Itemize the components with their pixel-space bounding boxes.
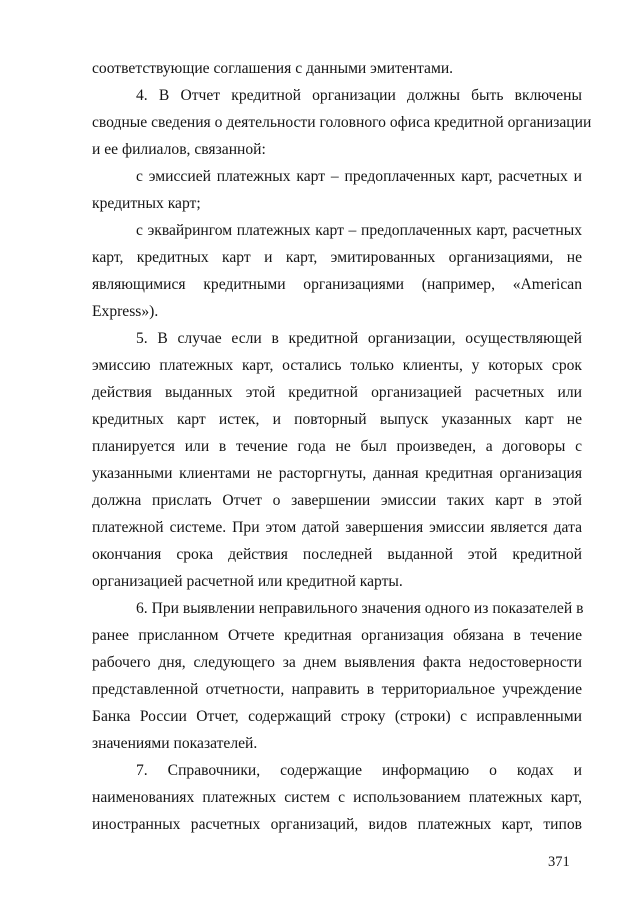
text-line: планируется или в течение года не был произведен, а договоры с bbox=[92, 438, 582, 455]
text-line: Банка России Отчет, содержащий строку (строки) с исправленными bbox=[92, 708, 582, 725]
text-line: соответствующие соглашения с данными эмитентами. bbox=[92, 60, 454, 77]
text-line: ранее присланном Отчете кредитная организация обязана в течение bbox=[92, 627, 582, 644]
text-line: рабочего дня, следующего за днем выявления факта недостоверности bbox=[92, 654, 582, 671]
text-line: карт, кредитных карт и карт, эмитированных организациями, не bbox=[92, 249, 582, 266]
text-line: указанными клиентами не расторгнуты, данная кредитная организация bbox=[92, 465, 582, 482]
text-line: Express»). bbox=[92, 303, 159, 320]
text-line: должна прислать Отчет о завершении эмиссии таких карт в этой bbox=[92, 492, 582, 509]
text-line: сводные сведения о деятельности головного офиса кредитной организации bbox=[92, 114, 592, 131]
text-line: кредитных карт истек, и повторный выпуск указанных карт не bbox=[92, 411, 582, 428]
text-line: наименованиях платежных систем с использованием платежных карт, bbox=[92, 789, 582, 806]
paragraph-7-line: 7. Справочники, содержащие информацию о кодах и bbox=[136, 762, 582, 779]
paragraph-4-line: 4. В Отчет кредитной организации должны быть включены bbox=[136, 87, 582, 104]
text-line: с эквайрингом платежных карт – предоплаченных карт, расчетных bbox=[136, 222, 582, 239]
text-line: эмиссию платежных карт, остались только клиенты, у которых срок bbox=[92, 357, 582, 374]
text-line: действия выданных этой кредитной организацией расчетных или bbox=[92, 384, 582, 401]
paragraph-5-line: 5. В случае если в кредитной организации, осуществляющей bbox=[136, 330, 582, 347]
paragraph-6-line: 6. При выявлении неправильного значения одного из показателей в bbox=[136, 600, 584, 617]
text-line: с эмиссией платежных карт – предоплаченных карт, расчетных и bbox=[136, 168, 582, 185]
text-line: иностранных расчетных организаций, видов платежных карт, типов bbox=[92, 816, 582, 833]
text-line: являющимися кредитными организациями (например, «American bbox=[92, 276, 582, 293]
text-line: платежной системе. При этом датой завершения эмиссии является дата bbox=[92, 519, 582, 536]
page-number: 371 bbox=[548, 854, 570, 870]
text-line: значениями показателей. bbox=[92, 735, 258, 752]
text-line: кредитных карт; bbox=[92, 195, 201, 212]
text-line: представленной отчетности, направить в территориальное учреждение bbox=[92, 681, 582, 698]
text-line: окончания срока действия последней выданной этой кредитной bbox=[92, 546, 582, 563]
text-line: организацией расчетной или кредитной карты. bbox=[92, 573, 403, 590]
text-line: и ее филиалов, связанной: bbox=[92, 141, 266, 158]
